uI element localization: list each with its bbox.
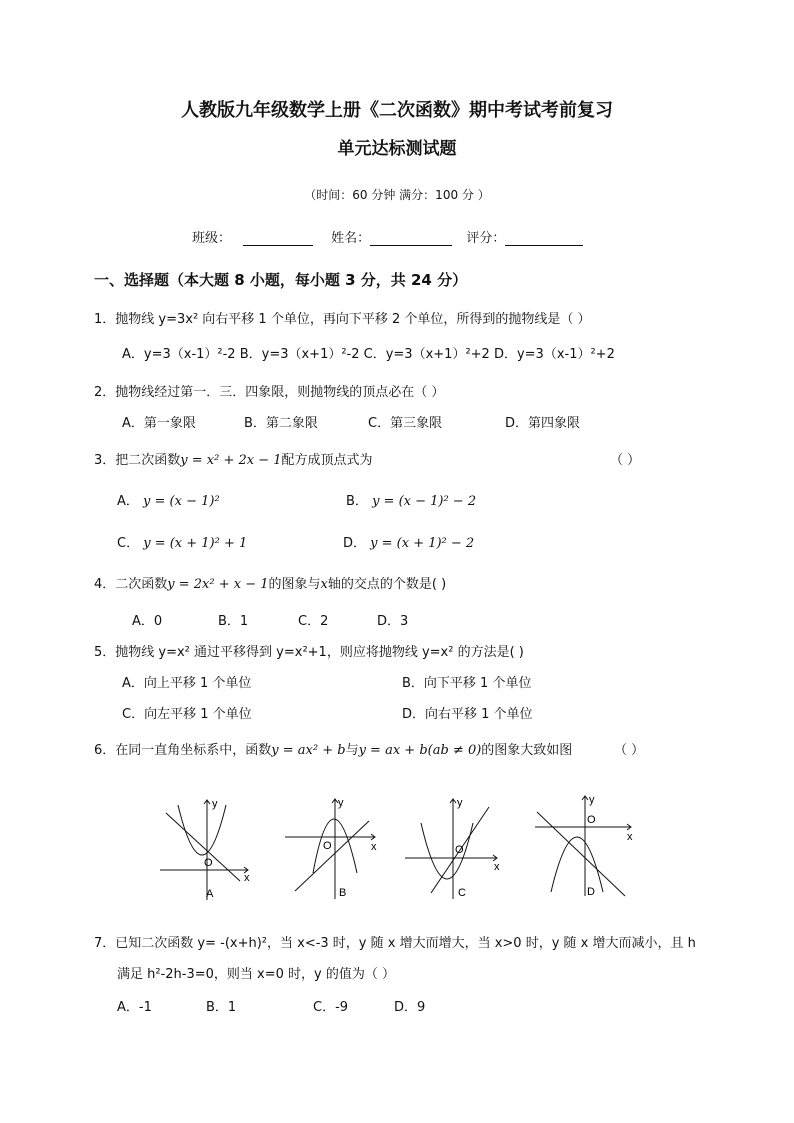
q2-stem: 2．抛物线经过第一．三．四象限，则抛物线的顶点必在（ ） <box>94 385 445 400</box>
graph-a-x-label: x <box>244 872 250 884</box>
graph-b-x-label: x <box>371 841 377 853</box>
graph-c-x-label: x <box>494 861 500 873</box>
q4-option-c: C．2 <box>298 614 329 629</box>
name-blank[interactable] <box>370 233 452 246</box>
q7-stem-line1: 7．已知二次函数 y= -(x+h)²，当 x<-3 时，y 随 x 增大而增大，当 x>0 时，y 随 x 增大而减小，且 h <box>94 936 696 951</box>
q5-option-a: A．向上平移 1 个单位 <box>122 676 252 691</box>
q3-c-label: C． <box>117 536 140 551</box>
q6-paren: （ ） <box>614 743 645 758</box>
graph-d-y-label: y <box>589 794 595 806</box>
graph-c-label: C <box>458 887 466 899</box>
q2-option-c: C．第三象限 <box>368 416 443 431</box>
q3-stem <box>94 449 373 468</box>
q3-a-formula: y = (x − 1)² <box>143 494 220 509</box>
graph-b-label: B <box>339 887 347 899</box>
q3-a-label: A． <box>117 494 139 509</box>
graph-a-label: A <box>206 888 214 900</box>
q7-option-c: C．-9 <box>313 1000 349 1015</box>
q1-stem: 1．抛物线 y=3x² 向右平移 1 个单位，再向下平移 2 个单位，所得到的抛物线是（ ） <box>94 312 591 327</box>
name-label: 姓名： <box>331 231 371 246</box>
q3-b-label: B． <box>346 494 368 509</box>
q3-c-formula: y = (x + 1)² + 1 <box>143 536 248 551</box>
q7-option-d: D．9 <box>394 1000 426 1015</box>
q1-options: A．y=3（x-1）²-2 B．y=3（x+1）²-2 C．y=3（x+1）²+2 D．y=3（x-1）²+2 <box>122 347 615 362</box>
q6-graph-d <box>533 792 639 902</box>
q7-option-b: B．1 <box>206 1000 237 1015</box>
q4-stem-suffix: 轴的交点的个数是( ) <box>327 577 447 592</box>
class-blank[interactable] <box>243 233 313 246</box>
q4-option-b: B．1 <box>218 614 249 629</box>
q3-d-label: D． <box>343 536 367 551</box>
q4-stem-prefix: 4．二次函数 <box>94 577 168 592</box>
q5-option-c: C．向左平移 1 个单位 <box>122 707 252 722</box>
graph-c-parabola <box>421 823 473 879</box>
graph-a-line <box>166 813 240 881</box>
info-row <box>192 227 583 246</box>
q4-option-d: D．3 <box>377 614 409 629</box>
score-blank[interactable] <box>505 233 583 246</box>
doc-title-line2: 单元达标测试题 <box>337 139 457 159</box>
q4-stem-mid: 的图象与 <box>268 577 321 592</box>
q4-axis-var: x <box>320 577 328 592</box>
graph-c-y-label: y <box>457 797 463 809</box>
q3-paren: （ ） <box>610 453 641 468</box>
q3-d-formula: y = (x + 1)² − 2 <box>370 536 475 551</box>
q5-option-d: D．向右平移 1 个单位 <box>402 707 533 722</box>
graph-b-origin: O <box>323 840 332 852</box>
graph-a-origin: O <box>204 857 213 869</box>
q6-graph-c <box>403 795 503 905</box>
graph-d-x-label: x <box>627 831 633 843</box>
q3-option-b <box>346 490 476 509</box>
q3-option-d <box>343 532 474 551</box>
q3-stem-prefix: 3．把二次函数 <box>94 453 181 468</box>
q5-stem: 5．抛物线 y=x² 通过平移得到 y=x²+1，则应将抛物线 y=x² 的方法是( ) <box>94 645 524 660</box>
q6-stem-prefix: 6．在同一直角坐标系中，函数 <box>94 743 272 758</box>
q6-formula2: y = ax + b(ab ≠ 0) <box>358 743 482 758</box>
score-label: 评分： <box>466 231 506 246</box>
section1-heading: 一、选择题（本大题 8 小题，每小题 3 分，共 24 分） <box>94 271 468 289</box>
graph-a-y-label: y <box>212 798 218 810</box>
q3-formula: y = x² + 2x − 1 <box>180 453 282 468</box>
q3-option-a <box>117 490 220 509</box>
q7-stem-line2: 满足 h²-2h-3=0，则当 x=0 时，y 的值为（ ） <box>117 967 395 982</box>
q6-graph-a <box>160 795 260 905</box>
graph-d-origin: O <box>587 814 596 826</box>
q4-formula: y = 2x² + x − 1 <box>167 577 269 592</box>
q4-option-a: A．0 <box>132 614 163 629</box>
q5-option-b: B．向下平移 1 个单位 <box>402 676 532 691</box>
q2-option-d: D．第四象限 <box>505 416 581 431</box>
q6-stem-mid: 与 <box>345 743 359 758</box>
q6-formula1: y = ax² + b <box>271 743 346 758</box>
graph-b-line <box>295 821 369 891</box>
q2-option-b: B．第二象限 <box>244 416 318 431</box>
q3-stem-suffix: 配方成顶点式为 <box>281 453 373 468</box>
q2-option-a: A．第一象限 <box>122 416 196 431</box>
q7-option-a: A．-1 <box>117 1000 152 1015</box>
doc-title-line1: 人教版九年级数学上册《二次函数》期中考试考前复习 <box>181 100 613 121</box>
q6-graph-b <box>283 795 383 905</box>
q3-option-c <box>117 532 247 551</box>
time-info: （时间：60 分钟 满分：100 分 ） <box>304 188 490 202</box>
graph-c-origin: O <box>455 844 464 856</box>
q3-b-formula: y = (x − 1)² − 2 <box>372 494 477 509</box>
graph-b-y-label: y <box>338 797 344 809</box>
q6-stem <box>94 739 572 758</box>
graph-d-parabola <box>551 837 603 892</box>
q4-stem <box>94 573 446 592</box>
graph-d-line <box>537 812 625 896</box>
graph-d-label: D <box>587 886 595 898</box>
q6-stem-suffix: 的图象大致如图 <box>481 743 573 758</box>
class-label: 班级： <box>192 231 232 246</box>
